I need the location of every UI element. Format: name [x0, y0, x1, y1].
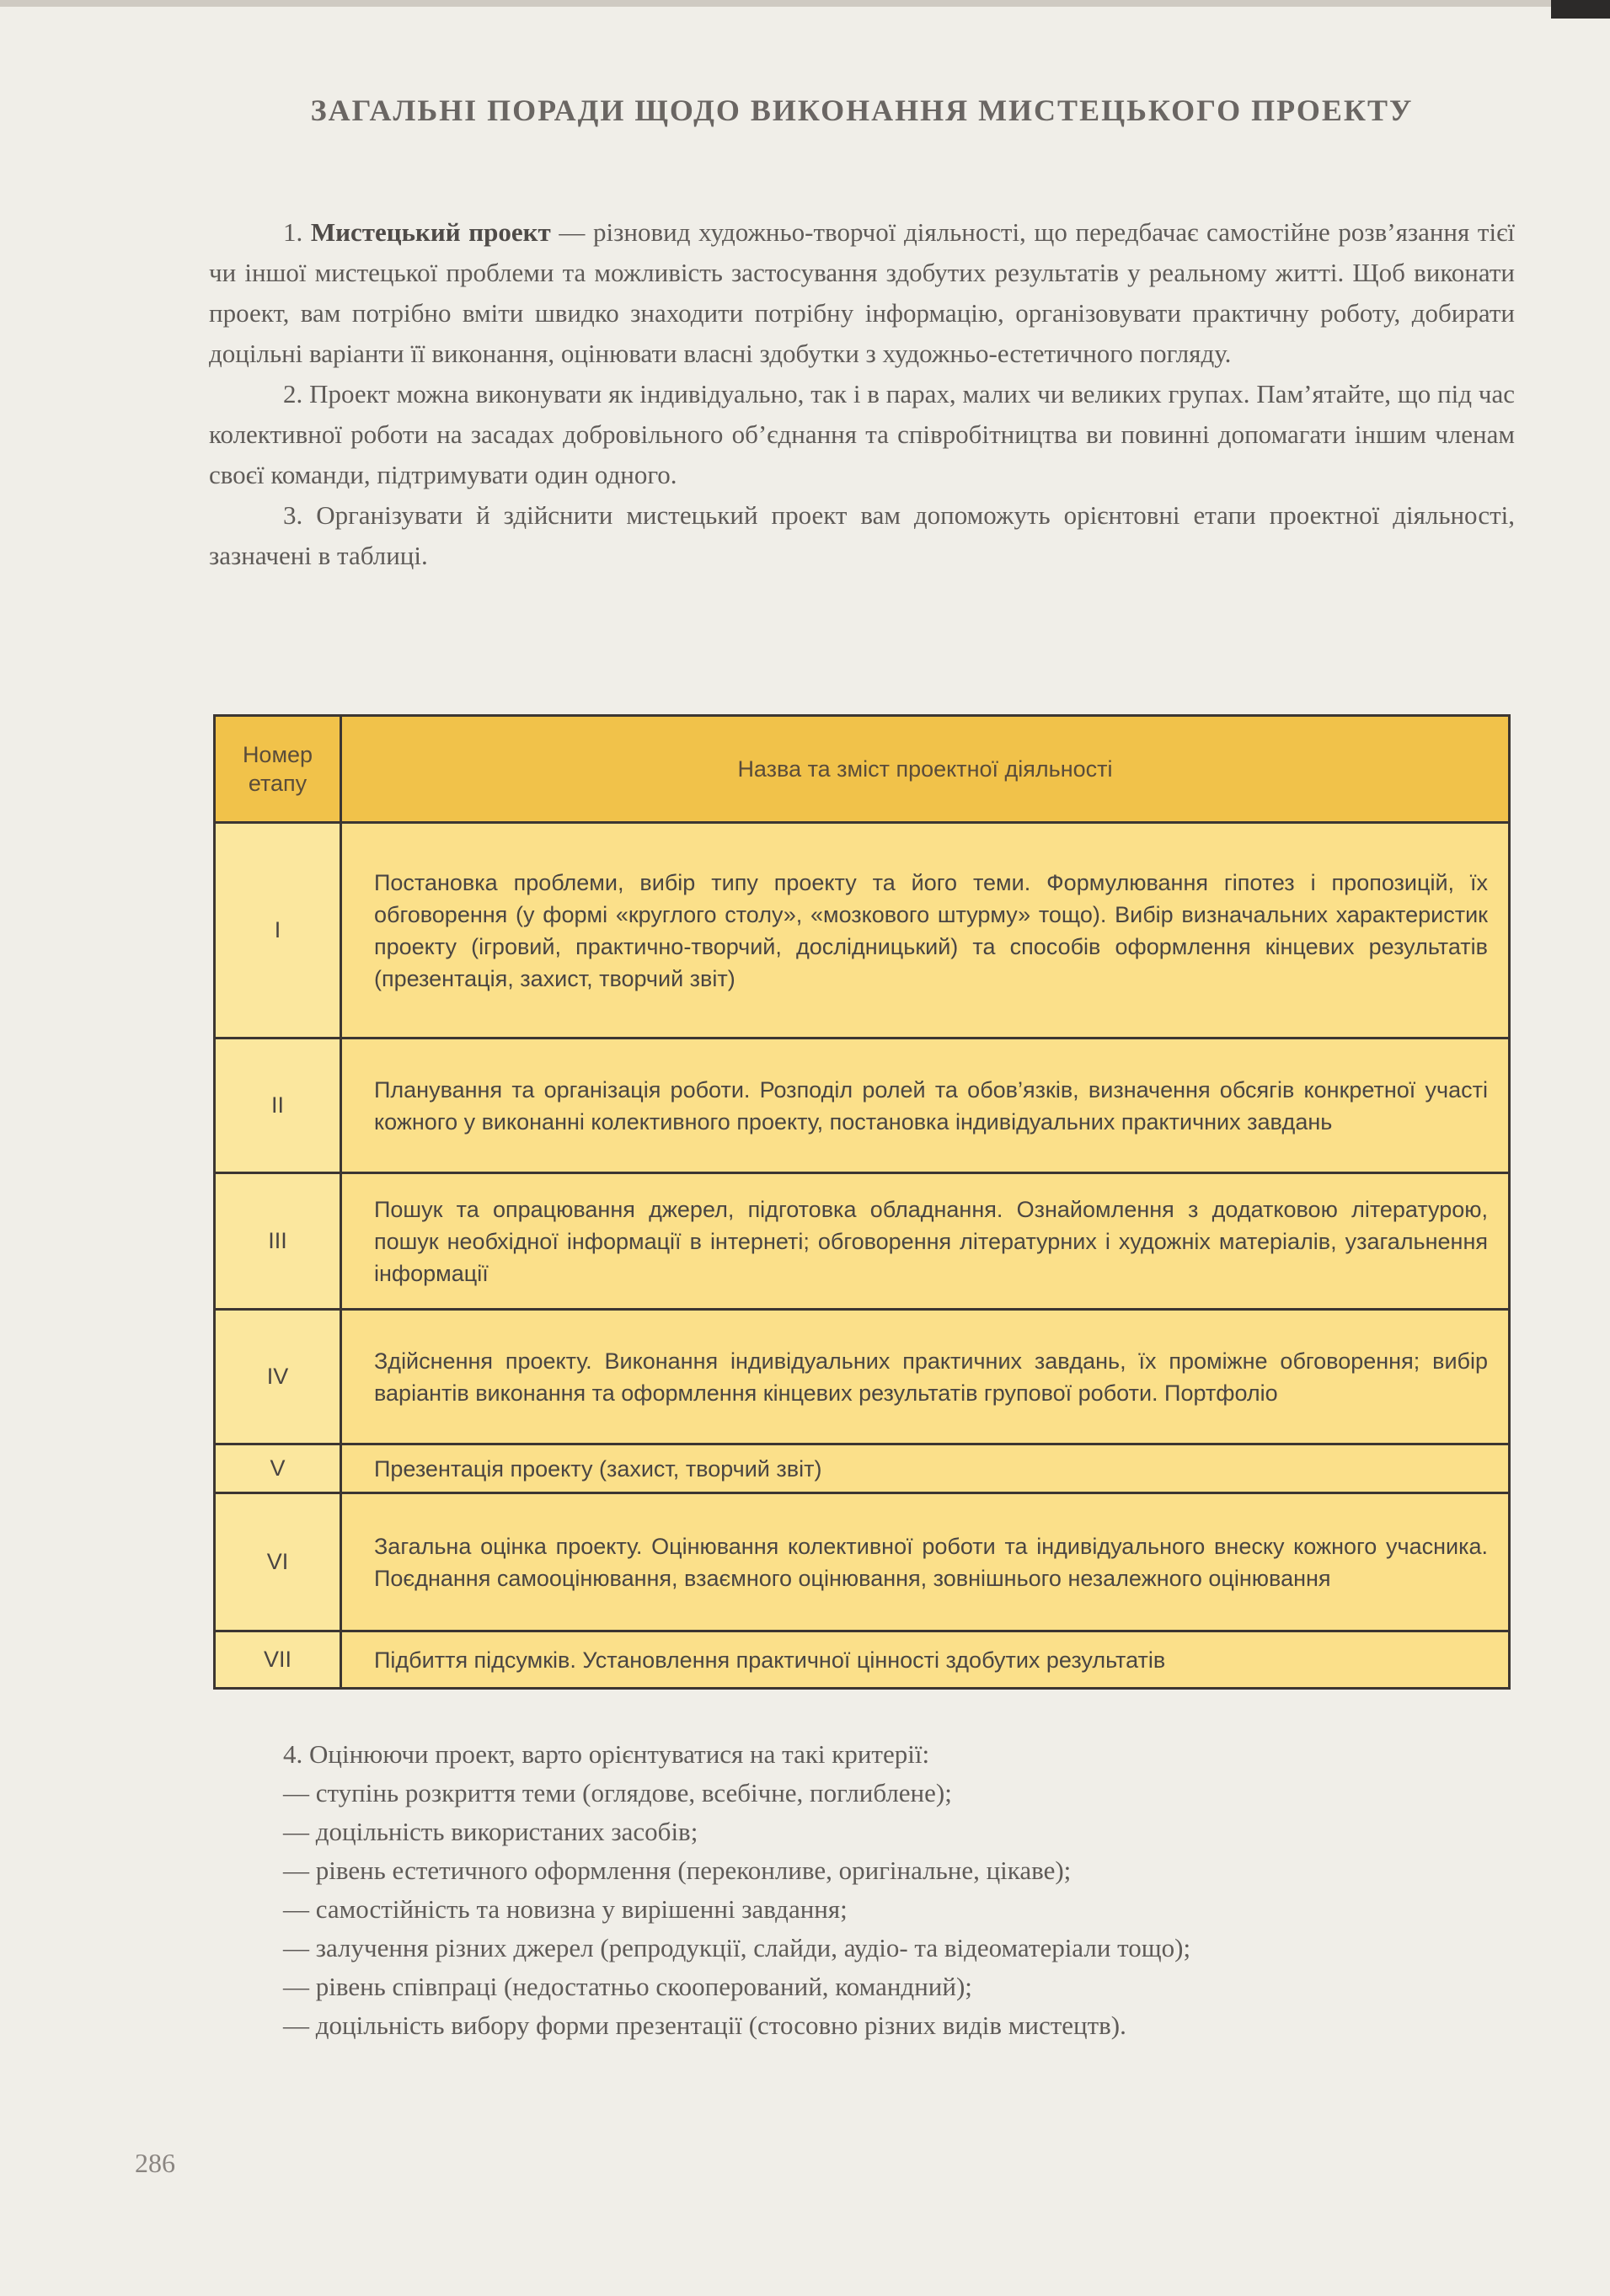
- paragraph-2: 2. Проект можна виконувати як індивідуально, так і в парах, малих чи великих групах. Пам’ятайте, що під час колективної роботи на засадах добровільного об’єднання та співробітництва ви повинні допомагати іншим членам своєї команди, підтримувати один одного.: [209, 379, 1515, 489]
- criteria-item: — самостійність та новизна у вирішенні завдання;: [283, 1894, 848, 1924]
- stage-number: VI: [215, 1493, 341, 1631]
- table-row: [215, 1444, 1510, 1493]
- criteria-item: — ступінь розкриття теми (оглядове, всебічне, поглиблене);: [283, 1778, 952, 1807]
- stage-number: V: [215, 1444, 341, 1493]
- table-row: [215, 1173, 1510, 1310]
- stage-description: Загальна оцінка проекту. Оцінювання колективної роботи та індивідуального внеску кожного учасника. Поєднання самооцінювання, взаємного оцінювання, зовнішнього незалежного оцінювання: [341, 1493, 1510, 1631]
- page-number: 286: [135, 2148, 175, 2178]
- header-stage-description: Назва та зміст проектної діяльності: [341, 716, 1510, 823]
- paragraph-3: 3. Організувати й здійснити мистецький проект вам допоможуть орієнтовні етапи проектної діяльності, зазначені в таблиці.: [209, 500, 1515, 570]
- criteria-item: — рівень естетичного оформлення (переконливе, оригінальне, цікаве);: [283, 1855, 1072, 1885]
- stage-description: Планування та організація роботи. Розподіл ролей та обов’язків, визначення обсягів конкретної участі кожного у виконанні колективного проекту, постановка індивідуальних практичних завдань: [341, 1039, 1510, 1173]
- table-header-row: [215, 716, 1510, 823]
- criteria-item: — залучення різних джерел (репродукції, слайди, аудіо- та відеоматеріали тощо);: [283, 1933, 1191, 1962]
- criteria-section: [209, 1735, 1515, 2045]
- stage-description: Здійснення проекту. Виконання індивідуальних практичних завдань, їх проміжне обговорення; вибір варіантів виконання та оформлення кінцевих результатів групової роботи. Портфоліо: [341, 1310, 1510, 1444]
- criteria-intro: 4. Оцінюючи проект, варто орієнтуватися на такі критерії:: [283, 1739, 930, 1769]
- stage-description: Презентація проекту (захист, творчий звіт): [341, 1444, 1510, 1493]
- scan-corner-shadow: [1551, 0, 1610, 19]
- stage-description: Пошук та опрацювання джерел, підготовка обладнання. Ознайомлення з додатковою літературою, пошук необхідної інформації в інтернеті; обговорення літературних і художніх матеріалів, узагальнення інформації: [341, 1173, 1510, 1310]
- table-row: [215, 1310, 1510, 1444]
- paragraph-1-text: — різновид художньо-творчої діяльності, що передбачає самостійне розв’язання тієї чи іншої мистецької проблеми та можливість застосування здобутих результатів у реальному житті. Щоб виконати проект, вам потрібно вміти швидко знаходити потрібну інформацію, організовувати практичну роботу, добирати доцільні варіанти її виконання, оцінювати власні здобутки з художньо-естетичного погляду.: [209, 217, 1516, 368]
- stage-number: VII: [215, 1631, 341, 1689]
- table-row: [215, 1039, 1510, 1173]
- stage-description: Постановка проблеми, вибір типу проекту та його теми. Формулювання гіпотез і пропозицій, їх обговорення (у формі «круглого столу», «мозкового штурму» тощо). Вибір визначальних характеристик проекту (ігровий, практично-творчий, дослідницький) та способів оформлення кінцевих результатів (презентація, захист, творчий звіт): [341, 823, 1510, 1039]
- term-bold: Мистецький проект: [310, 217, 551, 247]
- paragraph-1: [209, 212, 1515, 374]
- table-row: [215, 1631, 1510, 1689]
- stage-number: IV: [215, 1310, 341, 1444]
- header-stage-number: Номер етапу: [215, 716, 341, 823]
- stage-number: II: [215, 1039, 341, 1173]
- criteria-item: — доцільність використаних засобів;: [283, 1817, 698, 1846]
- page-body: [209, 93, 1515, 576]
- stage-description: Підбиття підсумків. Установлення практичної цінності здобутих результатів: [341, 1631, 1510, 1689]
- criteria-item: — рівень співпраці (недостатньо скооперований, командний);: [283, 1972, 972, 2001]
- stage-number: I: [215, 823, 341, 1039]
- table-row: [215, 1493, 1510, 1631]
- table-row: [215, 823, 1510, 1039]
- page-top-edge: [0, 0, 1610, 7]
- stage-number: III: [215, 1173, 341, 1310]
- paragraph-1-lead: 1.: [283, 217, 311, 247]
- project-stages-table: [213, 714, 1511, 1690]
- criteria-item: — доцільність вибору форми презентації (стосовно різних видів мистецтв).: [283, 2010, 1126, 2040]
- page-title: ЗАГАЛЬНІ ПОРАДИ ЩОДО ВИКОНАННЯ МИСТЕЦЬКОГО ПРОЕКТУ: [310, 93, 1414, 127]
